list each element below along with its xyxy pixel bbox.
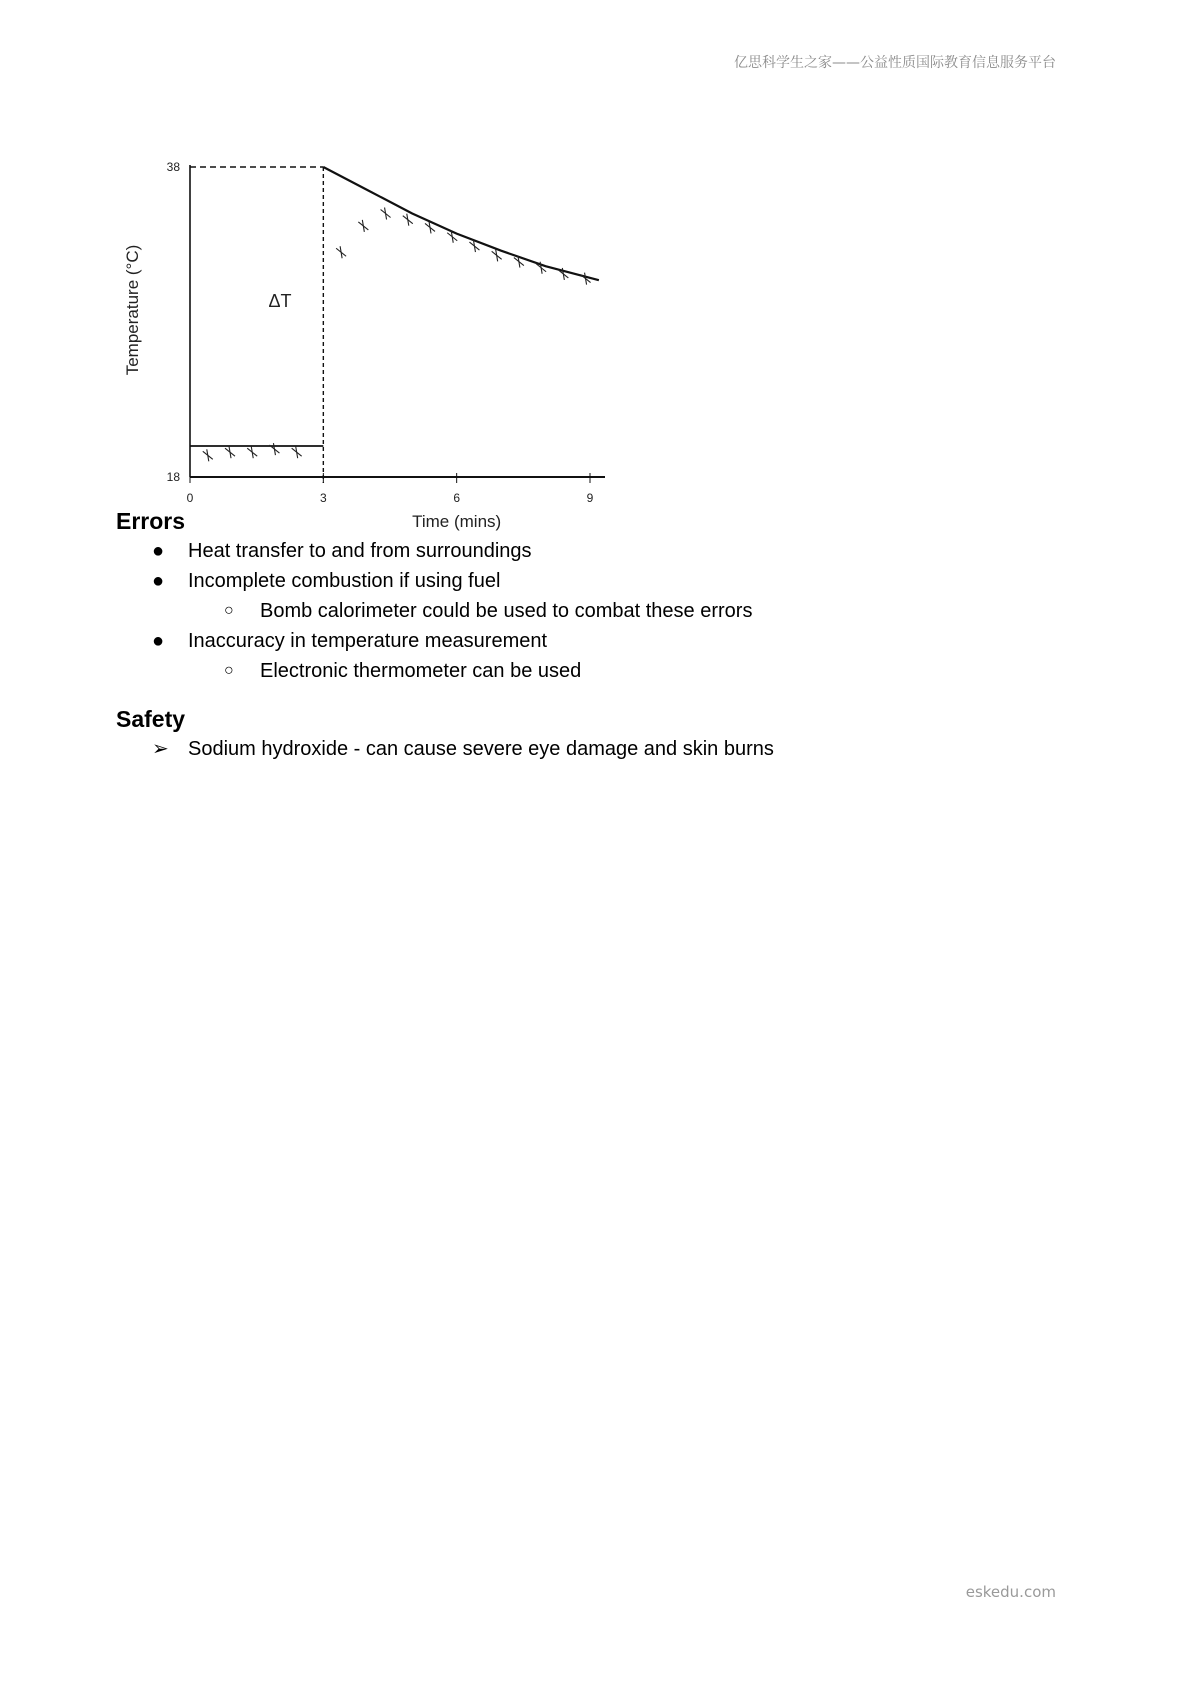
hollow-bullet-icon: ○ xyxy=(224,662,234,679)
data-point-initial-temperature xyxy=(269,443,279,455)
data-point-measured-temperature xyxy=(358,220,368,232)
data-point-measured-temperature xyxy=(336,246,346,258)
data-point-initial-temperature xyxy=(292,446,302,458)
y-axis-label: Temperature (°C) xyxy=(123,244,142,376)
errors-list-item-text: Incomplete combustion if using fuel xyxy=(188,570,501,592)
errors-list-item-text: Heat transfer to and from surroundings xyxy=(188,540,532,562)
delta-t-annotation: ΔT xyxy=(268,291,292,311)
hollow-bullet-icon: ○ xyxy=(224,602,234,619)
temperature-time-graph xyxy=(110,140,670,540)
x-tick-label: 9 xyxy=(586,491,594,505)
arrow-bullet-icon: ➢ xyxy=(152,738,169,760)
x-tick-label: 6 xyxy=(453,491,461,505)
errors-list-item-text: Bomb calorimeter could be used to combat these errors xyxy=(260,600,753,622)
safety-list-item-text: Sodium hydroxide - can cause severe eye damage and skin burns xyxy=(188,738,774,760)
errors-list-item-text: Inaccuracy in temperature measurement xyxy=(188,630,548,652)
errors-list-item-text: Electronic thermometer can be used xyxy=(260,660,582,682)
data-point-initial-temperature xyxy=(247,446,257,458)
page-header: 亿思科学生之家——公益性质国际教育信息服务平台 xyxy=(734,55,1056,71)
bullet-icon: ● xyxy=(152,540,165,562)
y-tick-label: 38 xyxy=(166,160,180,174)
data-point-measured-temperature xyxy=(381,208,391,220)
x-tick-label: 0 xyxy=(186,491,194,505)
data-point-initial-temperature xyxy=(203,449,213,461)
page-footer: eskedu.com xyxy=(965,1583,1056,1601)
y-tick-label: 18 xyxy=(166,470,180,484)
data-point-measured-temperature xyxy=(403,214,413,226)
bullet-icon: ● xyxy=(152,570,165,592)
errors-heading: Errors xyxy=(116,508,186,534)
cooling-curve-line xyxy=(323,167,599,280)
x-axis-label: Time (mins) xyxy=(412,512,502,531)
data-point-initial-temperature xyxy=(225,446,235,458)
bullet-icon: ● xyxy=(152,630,165,652)
safety-heading: Safety xyxy=(116,706,186,732)
x-tick-label: 3 xyxy=(319,491,327,505)
